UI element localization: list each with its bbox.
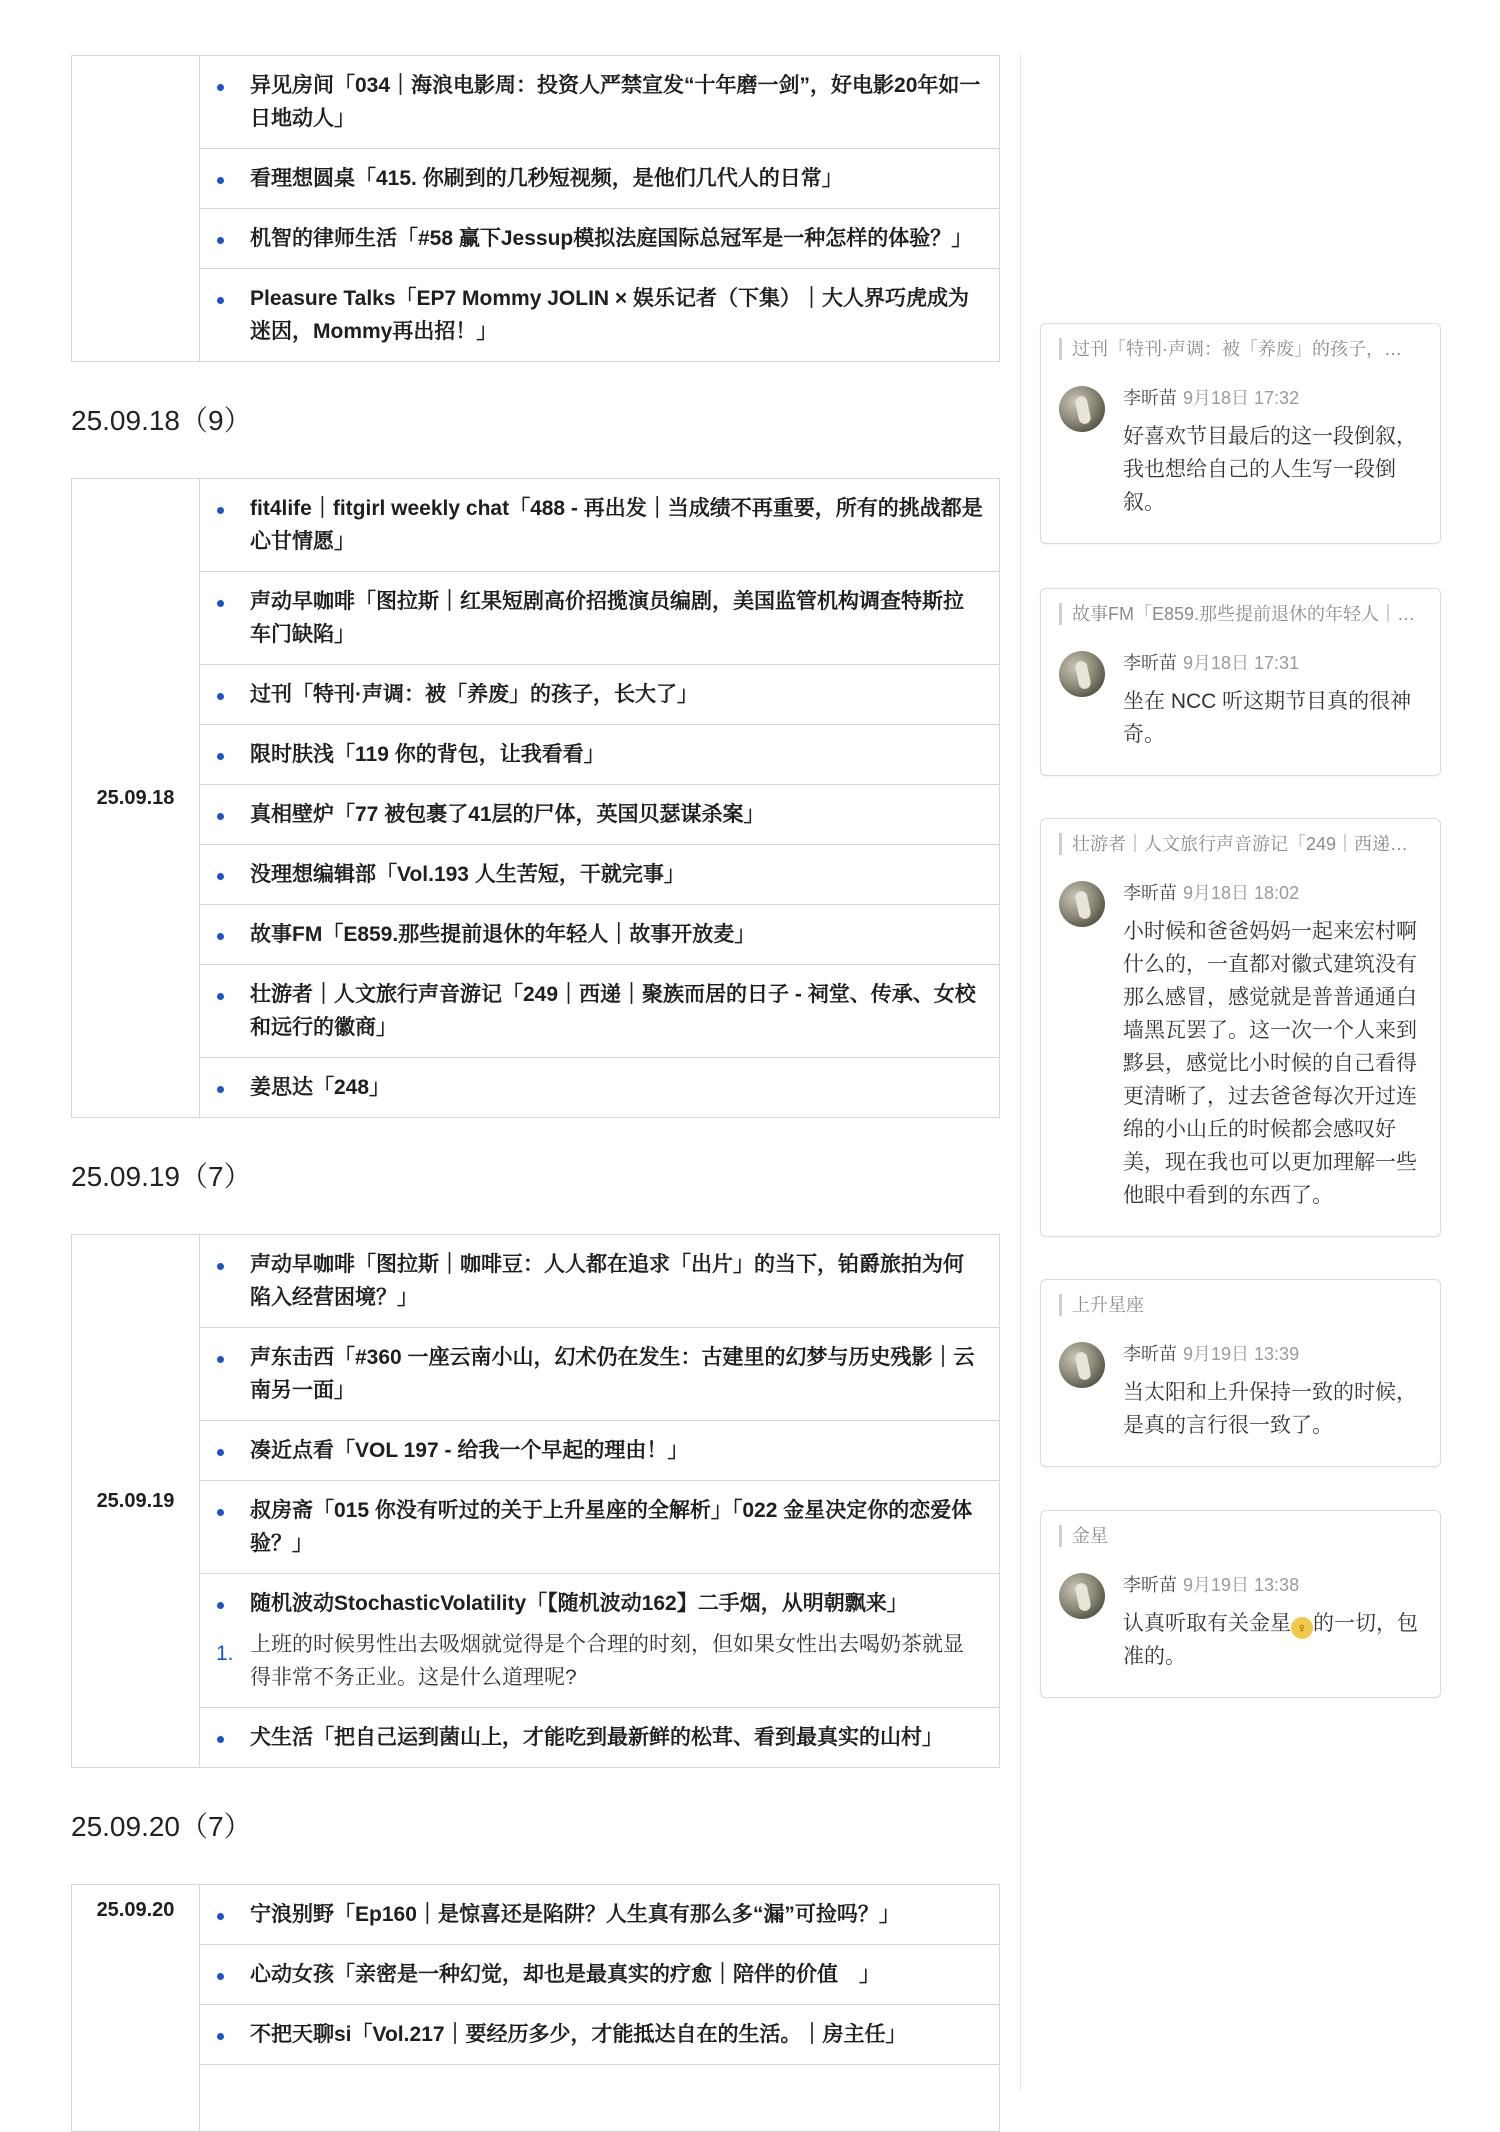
comment-author: 李昕苗: [1123, 653, 1177, 673]
bullet-icon: [217, 933, 224, 940]
bullet-icon: [217, 1973, 224, 1980]
comment-card[interactable]: [1040, 818, 1441, 1237]
list-item[interactable]: [200, 149, 999, 209]
list-item[interactable]: [200, 965, 999, 1058]
list-item[interactable]: [200, 209, 999, 269]
section-heading: 25.09.19（7）: [71, 1161, 252, 1192]
item-text: 机智的律师生活「#58 赢下Jessup模拟法庭国际总冠军是一种怎样的体验？」: [250, 227, 973, 250]
day-table-continued: [71, 55, 1000, 362]
item-text: 异见房间「034｜海浪电影周：投资人严禁宣发“十年磨一剑”，好电影20年如一日地动人」: [250, 74, 981, 130]
item-text: 不把天聊si「Vol.217｜要经历多少，才能抵达自在的生活。｜房主任」: [250, 2023, 907, 2046]
day-table: [71, 478, 1000, 1118]
comment-card[interactable]: [1040, 1279, 1441, 1467]
comment-card[interactable]: [1040, 588, 1441, 776]
section-heading: 25.09.18（9）: [71, 405, 252, 436]
date-cell: [72, 56, 200, 362]
bullet-icon: [217, 600, 224, 607]
section-heading: 25.09.20（7）: [71, 1811, 252, 1842]
item-text: 真相壁炉「77 被包裹了41层的尸体，英国贝瑟谋杀案」: [250, 803, 765, 826]
comment-time: 9月18日 17:31: [1183, 653, 1300, 673]
avatar: [1059, 881, 1105, 927]
list-item[interactable]: [200, 572, 999, 665]
comment-text: 好喜欢节目最后的这一段倒叙，我也想给自己的人生写一段倒叙。: [1123, 425, 1417, 514]
item-text: 随机波动StochasticVolatility「【随机波动162】二手烟，从明朝飘来」: [250, 1592, 908, 1615]
item-text: 看理想圆桌「415. 你刷到的几秒短视频，是他们几代人的日常」: [250, 167, 843, 190]
items-cell: [200, 1235, 1000, 1768]
comment-time: 9月19日 13:39: [1183, 1344, 1300, 1364]
bullet-icon: [217, 1086, 224, 1093]
venus-emoji-icon: ♀: [1291, 1617, 1313, 1639]
comment-quote: 金星: [1059, 1525, 1422, 1547]
list-item[interactable]: [200, 1574, 999, 1624]
item-text: 宁浪别野「Ep160｜是惊喜还是陷阱？人生真有那么多“漏”可捡吗？」: [250, 1903, 900, 1926]
column-divider: [1020, 55, 1021, 2090]
comment-body: [1059, 1342, 1422, 1442]
item-text: 心动女孩「亲密是一种幻觉，却也是最真实的疗愈｜陪伴的价值 」: [250, 1963, 880, 1986]
list-item[interactable]: [200, 905, 999, 965]
item-text: Pleasure Talks「EP7 Mommy JOLIN × 娱乐记者（下集）｜大人界巧虎成为迷因，Mommy再出招！」: [250, 287, 970, 343]
bullet-icon: [217, 84, 224, 91]
note-text: 上班的时候男性出去吸烟就觉得是个合理的时刻，但如果女性出去喝奶茶就显得非常不务正业。这是什么道理呢?: [250, 1633, 964, 1689]
list-item[interactable]: [200, 725, 999, 785]
comment-quote: 故事FM「E859.那些提前退休的年轻人｜…: [1059, 603, 1422, 625]
comment-quote: 壮游者｜人文旅行声音游记「249｜西递…: [1059, 833, 1422, 855]
comment-card[interactable]: [1040, 323, 1441, 544]
comment-body: [1059, 386, 1422, 519]
item-text: 声动早咖啡「图拉斯｜红果短剧高价招揽演员编剧，美国监管机构调查特斯拉车门缺陷」: [250, 590, 964, 646]
comment-text-part: 的一切，包准的。: [1123, 1612, 1418, 1668]
bullet-icon: [217, 2033, 224, 2040]
list-item[interactable]: [200, 479, 999, 572]
comment-text-part: 认真听取有关金星: [1123, 1612, 1291, 1635]
comment-quote: 上升星座: [1059, 1294, 1422, 1316]
list-item[interactable]: [200, 56, 999, 149]
comment-meta: [1123, 881, 1422, 905]
list-item[interactable]: [200, 845, 999, 905]
date-cell: 25.09.19: [72, 1235, 200, 1768]
comment-text: 小时候和爸爸妈妈一起来宏村啊什么的，一直都对徽式建筑没有那么感冒，感觉就是普普通通白墙黑瓦罢了。这一次一个人来到黟县，感觉比小时候的自己看得更清晰了，过去爸爸每次开过连绵的小山丘的时候都会感叹好美，现在我也可以更加理解一些他眼中看到的东西了。: [1123, 920, 1417, 1207]
item-text: fit4life｜fitgirl weekly chat「488 - 再出发｜当成绩不再重要，所有的挑战都是心甘情愿」: [250, 497, 983, 553]
items-cell: [200, 1885, 1000, 2132]
list-item[interactable]: [200, 2005, 999, 2065]
comment-meta: [1123, 651, 1422, 675]
comment-body: [1059, 1573, 1422, 1673]
bullet-icon: [217, 1736, 224, 1743]
bullet-icon: [217, 813, 224, 820]
date-cell: 25.09.18: [72, 479, 200, 1118]
comment-text: [1123, 1607, 1422, 1673]
bullet-icon: [217, 873, 224, 880]
bullet-icon: [217, 237, 224, 244]
list-item[interactable]: [200, 269, 999, 361]
avatar: [1059, 386, 1105, 432]
list-item[interactable]: [200, 1058, 999, 1117]
day-table: [71, 1234, 1000, 1768]
bullet-icon: [217, 1263, 224, 1270]
comment-meta: [1123, 386, 1422, 410]
item-text: 声动早咖啡「图拉斯｜咖啡豆：人人都在追求「出片」的当下，铂爵旅拍为何陷入经营困境？」: [250, 1253, 964, 1309]
list-item[interactable]: [200, 785, 999, 845]
list-item[interactable]: [200, 1235, 999, 1328]
bullet-icon: [217, 1602, 224, 1609]
item-text: 叔房斋「015 你没有听过的关于上升星座的全解析」「022 金星决定你的恋爱体验？」: [250, 1499, 973, 1555]
bullet-icon: [217, 1449, 224, 1456]
list-item[interactable]: [200, 1421, 999, 1481]
list-item-empty: [200, 2065, 999, 2131]
bullet-icon: [217, 177, 224, 184]
items-cell: [200, 479, 1000, 1118]
bullet-icon: [217, 993, 224, 1000]
item-text: 故事FM「E859.那些提前退休的年轻人｜故事开放麦」: [250, 923, 756, 946]
comment-card[interactable]: [1040, 1510, 1441, 1698]
item-text: 限时肤浅「119 你的背包，让我看看」: [250, 743, 605, 766]
comment-quote: 过刊「特刊·声调：被「养废」的孩子，…: [1059, 338, 1422, 360]
avatar: [1059, 1342, 1105, 1388]
list-item[interactable]: [200, 1481, 999, 1574]
bullet-icon: [217, 693, 224, 700]
item-text: 犬生活「把自己运到菌山上，才能吃到最新鲜的松茸、看到最真实的山村」: [250, 1726, 943, 1749]
item-text: 壮游者｜人文旅行声音游记「249｜西递｜聚族而居的日子 - 祠堂、传承、女校和远行的徽商」: [250, 983, 976, 1039]
comment-meta: [1123, 1342, 1422, 1366]
comment-meta: [1123, 1573, 1422, 1597]
day-table: [71, 1884, 1000, 2132]
comment-author: 李昕苗: [1123, 883, 1177, 903]
bullet-icon: [217, 1913, 224, 1920]
comment-time: 9月19日 13:38: [1183, 1575, 1300, 1595]
bullet-icon: [217, 507, 224, 514]
list-item[interactable]: [200, 1885, 999, 1945]
comment-body: [1059, 651, 1422, 751]
list-item[interactable]: [200, 665, 999, 725]
note-number: 1.: [216, 1642, 234, 1665]
list-item[interactable]: [200, 1328, 999, 1421]
comment-author: 李昕苗: [1123, 388, 1177, 408]
main-content: [71, 55, 1000, 2132]
item-text: 没理想编辑部「Vol.193 人生苦短，干就完事」: [250, 863, 685, 886]
item-text: 凑近点看「VOL 197 - 给我一个早起的理由！」: [250, 1439, 689, 1462]
item-text: 过刊「特刊·声调：被「养废」的孩子，长大了」: [250, 683, 698, 706]
avatar: [1059, 651, 1105, 697]
items-cell: [200, 56, 1000, 362]
bullet-icon: [217, 1356, 224, 1363]
item-text: 姜思达「248」: [250, 1076, 391, 1099]
bullet-icon: [217, 297, 224, 304]
date-cell: 25.09.20: [72, 1885, 200, 2132]
comment-time: 9月18日 18:02: [1183, 883, 1300, 903]
list-item[interactable]: [200, 1945, 999, 2005]
list-item[interactable]: [200, 1708, 999, 1767]
item-text: 声东击西「#360 一座云南小山，幻术仍在发生：古建里的幻梦与历史残影｜云南另一面」: [250, 1346, 975, 1402]
comment-body: [1059, 881, 1422, 1212]
comment-author: 李昕苗: [1123, 1575, 1177, 1595]
comment-time: 9月18日 17:32: [1183, 388, 1300, 408]
comment-text: 坐在 NCC 听这期节目真的很神奇。: [1123, 690, 1412, 746]
list-item-note: [200, 1624, 999, 1708]
comment-text: 当太阳和上升保持一致的时候，是真的言行很一致了。: [1123, 1381, 1417, 1437]
comment-author: 李昕苗: [1123, 1344, 1177, 1364]
bullet-icon: [217, 1509, 224, 1516]
avatar: [1059, 1573, 1105, 1619]
bullet-icon: [217, 753, 224, 760]
